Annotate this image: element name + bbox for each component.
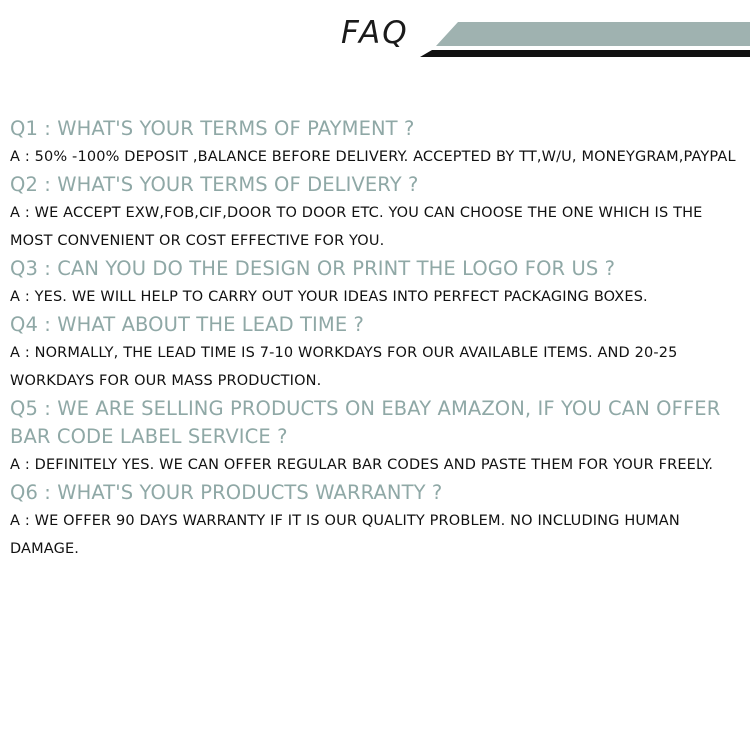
faq-list [10, 115, 745, 563]
question-2: Q2 : WHAT'S YOUR TERMS OF DELIVERY ? [10, 173, 419, 196]
answer-5: A : DEFINITELY YES. WE CAN OFFER REGULAR BAR CODES AND PASTE THEM FOR YOUR FREELY. [10, 457, 714, 473]
answer-4: A : NORMALLY, THE LEAD TIME IS 7-10 WORKDAYS FOR OUR AVAILABLE ITEMS. AND 20-25 WORKDAYS FOR OUR MASS PRODUCTION. [10, 345, 678, 389]
answer-3: A : YES. WE WILL HELP TO CARRY OUT YOUR IDEAS INTO PERFECT PACKAGING BOXES. [10, 289, 648, 305]
faq-item-2 [10, 171, 745, 255]
faq-item-3 [10, 255, 745, 311]
answer-2: A : WE ACCEPT EXW,FOB,CIF,DOOR TO DOOR ETC. YOU CAN CHOOSE THE ONE WHICH IS THE MOST CONVENIENT OR COST EFFECTIVE FOR YOU. [10, 205, 703, 249]
question-5: Q5 : WE ARE SELLING PRODUCTS ON EBAY AMAZON, IF YOU CAN OFFER BAR CODE LABEL SERVICE ? [10, 397, 721, 448]
question-4: Q4 : WHAT ABOUT THE LEAD TIME ? [10, 313, 364, 336]
faq-item-5 [10, 395, 745, 479]
faq-item-6 [10, 479, 745, 563]
faq-item-4 [10, 311, 745, 395]
question-6: Q6 : WHAT'S YOUR PRODUCTS WARRANTY ? [10, 481, 443, 504]
answer-6: A : WE OFFER 90 DAYS WARRANTY IF IT IS OUR QUALITY PROBLEM. NO INCLUDING HUMAN DAMAGE. [10, 513, 680, 557]
page-title: FAQ [341, 15, 409, 51]
header [0, 0, 750, 70]
header-underline [420, 50, 750, 57]
faq-item-1 [10, 115, 745, 171]
answer-1: A : 50% -100% DEPOSIT ,BALANCE BEFORE DELIVERY. ACCEPTED BY TT,W/U, MONEYGRAM,PAYPAL [10, 149, 736, 165]
question-3: Q3 : CAN YOU DO THE DESIGN OR PRINT THE LOGO FOR US ? [10, 257, 616, 280]
question-1: Q1 : WHAT'S YOUR TERMS OF PAYMENT ? [10, 117, 415, 140]
header-band [436, 22, 750, 46]
